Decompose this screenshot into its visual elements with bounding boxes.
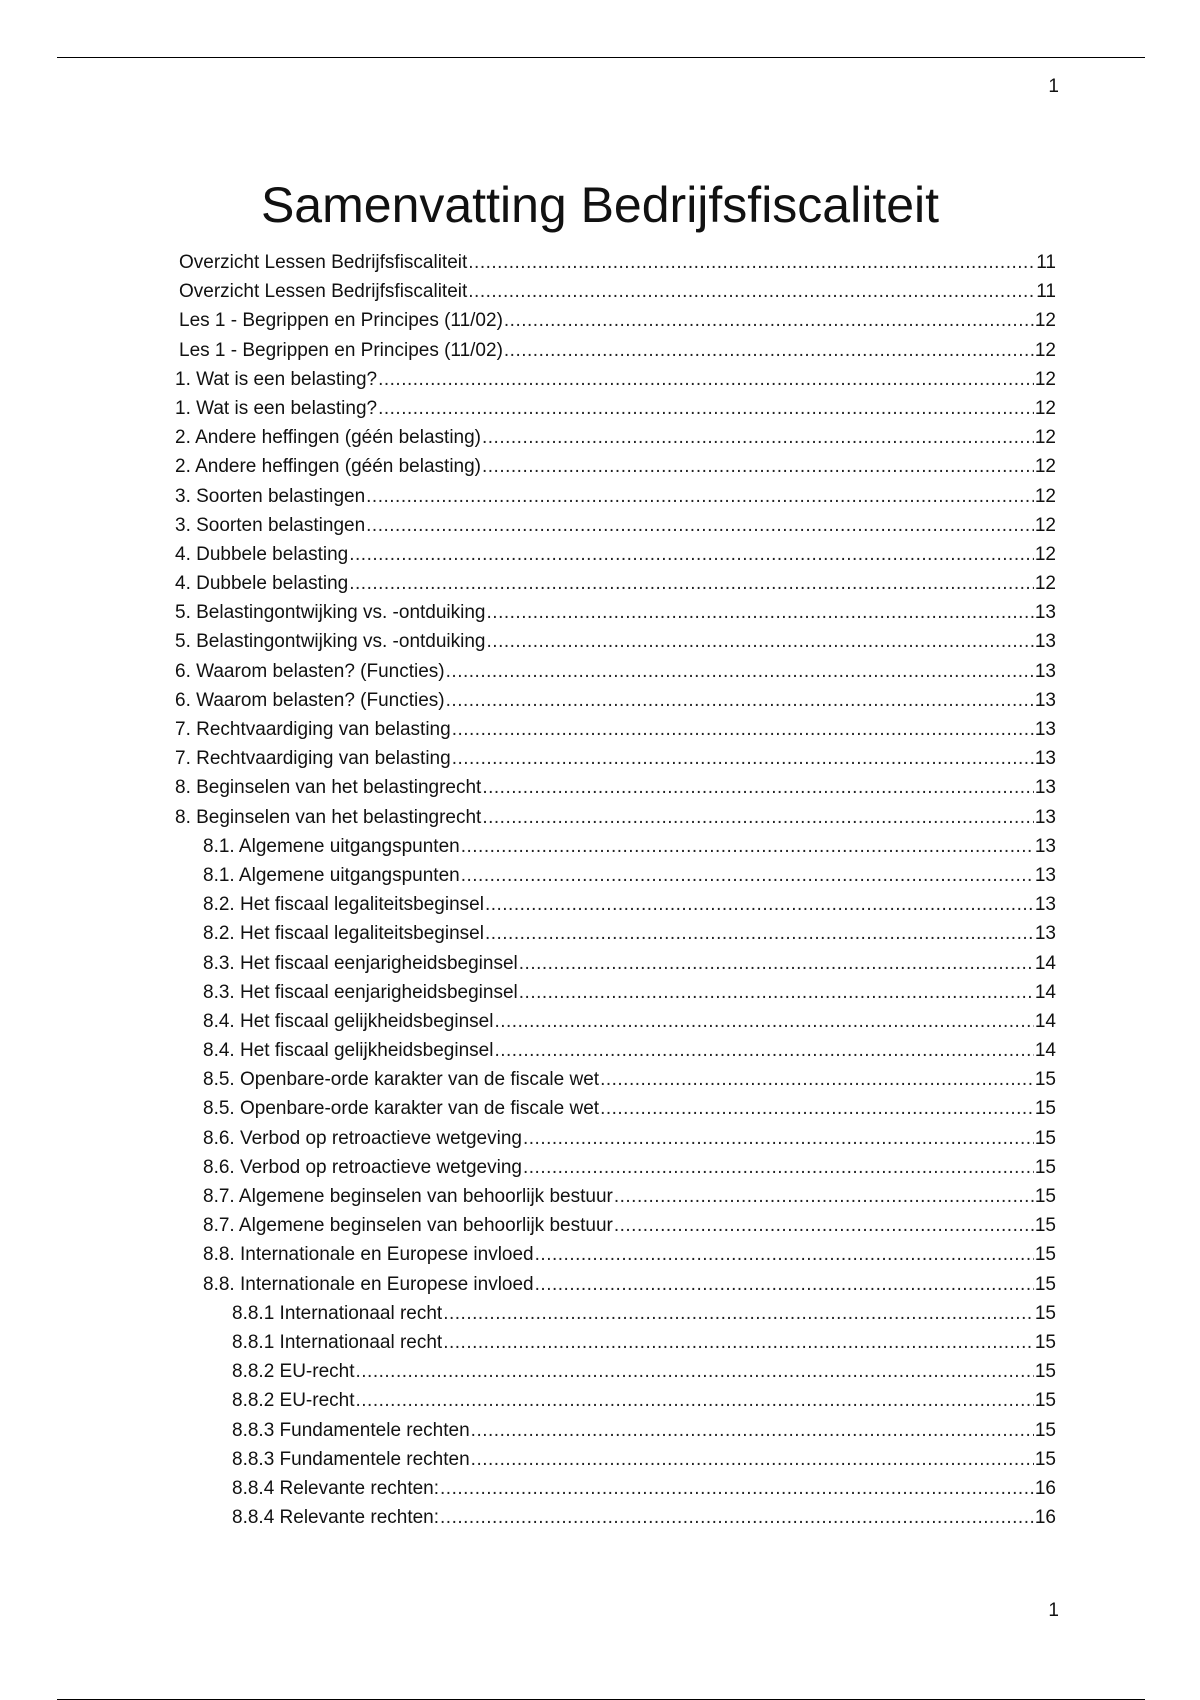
toc-entry-page: 12: [1034, 427, 1056, 449]
toc-entry-label: 5. Belastingontwijking vs. -ontduiking: [175, 631, 486, 653]
toc-entry-page: 16: [1034, 1477, 1056, 1499]
toc-entry[interactable]: [0, 1474, 1056, 1503]
toc-entry-label: 8.8.2 EU-recht: [232, 1361, 355, 1383]
toc-entry-page: 13: [1034, 864, 1056, 886]
toc-entry[interactable]: [0, 1416, 1056, 1445]
toc-entry-label: 8.5. Openbare-orde karakter van de fiscale wet: [203, 1069, 600, 1091]
toc-entry-page: 14: [1034, 1040, 1056, 1062]
toc-entry-label: 8.8.4 Relevante rechten:: [232, 1477, 440, 1499]
toc-entry[interactable]: [0, 1153, 1056, 1182]
toc-entry-page: 15: [1034, 1419, 1056, 1441]
toc-dot-leader: [452, 744, 1034, 773]
toc-entry-page: 14: [1034, 981, 1056, 1003]
toc-dot-leader: [461, 861, 1034, 890]
toc-entry[interactable]: [0, 1240, 1056, 1269]
toc-dot-leader: [366, 511, 1034, 540]
toc-entry-page: 15: [1034, 1069, 1056, 1091]
toc-entry[interactable]: [0, 1007, 1056, 1036]
toc-entry-label: 5. Belastingontwijking vs. -ontduiking: [175, 602, 486, 624]
toc-entry-label: 8.8.2 EU-recht: [232, 1390, 355, 1412]
toc-entry-label: Les 1 - Begrippen en Principes (11/02): [179, 339, 503, 361]
toc-entry[interactable]: [0, 452, 1056, 481]
toc-entry-label: 3. Soorten belastingen: [175, 485, 366, 507]
toc-entry[interactable]: [0, 1299, 1056, 1328]
toc-dot-leader: [443, 1299, 1034, 1328]
toc-dot-leader: [446, 686, 1034, 715]
header-rule: [57, 57, 1145, 58]
toc-entry[interactable]: [0, 1386, 1056, 1415]
toc-entry[interactable]: [0, 248, 1056, 277]
document-title: Samenvatting Bedrijfsfiscaliteit: [260, 177, 940, 233]
toc-entry-label: 4. Dubbele belasting: [175, 573, 349, 595]
toc-entry-label: 8.3. Het fiscaal eenjarigheidsbeginsel: [203, 981, 518, 1003]
toc-entry-page: 13: [1034, 748, 1056, 770]
toc-dot-leader: [519, 949, 1034, 978]
toc-dot-leader: [468, 248, 1035, 277]
toc-dot-leader: [600, 1065, 1034, 1094]
toc-entry-label: 3. Soorten belastingen: [175, 514, 366, 536]
toc-dot-leader: [440, 1474, 1034, 1503]
toc-dot-leader: [468, 277, 1035, 306]
toc-entry[interactable]: [0, 1036, 1056, 1065]
toc-dot-leader: [482, 423, 1034, 452]
toc-entry-page: 15: [1034, 1331, 1056, 1353]
toc-entry-page: 12: [1034, 456, 1056, 478]
toc-entry-label: 8. Beginselen van het belastingrecht: [175, 777, 482, 799]
toc-entry-label: 8.8.4 Relevante rechten:: [232, 1507, 440, 1529]
toc-entry[interactable]: [0, 949, 1056, 978]
toc-entry[interactable]: [0, 1065, 1056, 1094]
toc-entry-label: 8.7. Algemene beginselen van behoorlijk bestuur: [203, 1215, 613, 1237]
toc-dot-leader: [614, 1182, 1034, 1211]
toc-entry-label: 6. Waarom belasten? (Functies): [175, 689, 445, 711]
toc-entry-label: 7. Rechtvaardiging van belasting: [175, 719, 451, 740]
header-page-number: 1: [1048, 76, 1059, 97]
toc-entry-label: 8.1. Algemene uitgangspunten: [203, 835, 460, 857]
toc-entry-label: 1. Wat is een belasting?: [175, 397, 378, 419]
toc-dot-leader: [443, 1328, 1034, 1357]
toc-entry-page: 15: [1034, 1098, 1056, 1120]
toc-entry-page: 12: [1034, 310, 1056, 332]
toc-dot-leader: [356, 1386, 1034, 1415]
toc-entry[interactable]: [0, 598, 1056, 627]
toc-entry-page: 12: [1034, 339, 1056, 361]
toc-entry[interactable]: [0, 1182, 1056, 1211]
toc-entry[interactable]: [0, 306, 1056, 335]
toc-entry-label: 4. Dubbele belasting: [175, 543, 349, 565]
toc-dot-leader: [523, 1153, 1034, 1182]
toc-entry[interactable]: [0, 861, 1056, 890]
toc-entry-page: 13: [1034, 631, 1056, 653]
toc-entry-page: 15: [1034, 1302, 1056, 1324]
toc-entry[interactable]: [0, 365, 1056, 394]
toc-entry-page: 12: [1034, 573, 1056, 595]
toc-dot-leader: [487, 627, 1034, 656]
toc-entry[interactable]: [0, 394, 1056, 423]
toc-entry[interactable]: [0, 919, 1056, 948]
toc-entry[interactable]: [0, 1503, 1056, 1532]
toc-entry-label: 7. Rechtvaardiging van belasting: [175, 748, 451, 770]
toc-entry-page: 15: [1034, 1244, 1056, 1266]
toc-entry-label: 8.4. Het fiscaal gelijkheidsbeginsel: [203, 1040, 494, 1062]
toc-entry-page: 15: [1034, 1390, 1056, 1412]
toc-entry-page: 12: [1034, 397, 1056, 419]
toc-entry-page: 15: [1034, 1215, 1056, 1237]
toc-entry-page: 11: [1036, 252, 1056, 273]
toc-entry[interactable]: [0, 511, 1056, 540]
toc-entry-label: 2. Andere heffingen (géén belasting): [175, 456, 481, 478]
toc-dot-leader: [349, 540, 1034, 569]
toc-entry-label: 8.7. Algemene beginselen van behoorlijk bestuur: [203, 1186, 613, 1207]
toc-entry[interactable]: [0, 1328, 1056, 1357]
toc-dot-leader: [535, 1240, 1034, 1269]
toc-entry-page: 13: [1034, 894, 1056, 916]
toc-entry[interactable]: [0, 1094, 1056, 1123]
toc-entry-page: 16: [1034, 1507, 1056, 1529]
toc-dot-leader: [440, 1503, 1034, 1532]
toc-entry[interactable]: [0, 803, 1056, 832]
toc-entry-label: 8.6. Verbod op retroactieve wetgeving: [203, 1127, 522, 1149]
toc-entry-page: 14: [1034, 1010, 1056, 1032]
toc-entry-label: 8.5. Openbare-orde karakter van de fiscale wet: [203, 1098, 600, 1120]
toc-entry-label: 8.8.3 Fundamentele rechten: [232, 1448, 470, 1470]
toc-entry[interactable]: [0, 1445, 1056, 1474]
toc-entry[interactable]: [0, 423, 1056, 452]
toc-dot-leader: [482, 773, 1034, 802]
toc-entry-label: 8.2. Het fiscaal legaliteitsbeginsel: [203, 894, 484, 916]
toc-entry-label: Overzicht Lessen Bedrijfsfiscaliteit: [179, 252, 468, 273]
toc-dot-leader: [482, 452, 1034, 481]
toc-entry-page: 13: [1034, 719, 1056, 740]
toc-entry-label: 8.8.1 Internationaal recht: [232, 1302, 443, 1324]
toc-entry-page: 15: [1034, 1273, 1056, 1295]
toc-entry[interactable]: [0, 336, 1056, 365]
toc-entry-label: 6. Waarom belasten? (Functies): [175, 660, 445, 682]
toc-dot-leader: [504, 336, 1034, 365]
toc-entry-page: 15: [1034, 1127, 1056, 1149]
toc-entry[interactable]: [0, 1124, 1056, 1153]
toc-entry-page: 14: [1034, 952, 1056, 974]
toc-dot-leader: [535, 1270, 1034, 1299]
toc-dot-leader: [519, 978, 1034, 1007]
toc-dot-leader: [485, 890, 1034, 919]
toc-entry-label: Les 1 - Begrippen en Principes (11/02): [179, 310, 503, 332]
toc-entry-label: 2. Andere heffingen (géén belasting): [175, 427, 481, 449]
toc-dot-leader: [378, 394, 1034, 423]
toc-entry-page: 13: [1034, 835, 1056, 857]
toc-dot-leader: [471, 1445, 1034, 1474]
toc-entry[interactable]: [0, 978, 1056, 1007]
toc-dot-leader: [446, 657, 1034, 686]
toc-entry-label: 8.6. Verbod op retroactieve wetgeving: [203, 1156, 522, 1178]
toc-entry-label: 1. Wat is een belasting?: [175, 368, 378, 390]
toc-entry-label: Overzicht Lessen Bedrijfsfiscaliteit: [179, 281, 468, 303]
toc-entry-page: 13: [1034, 777, 1056, 799]
toc-entry[interactable]: [0, 686, 1056, 715]
toc-dot-leader: [366, 482, 1034, 511]
toc-entry-page: 15: [1034, 1156, 1056, 1178]
toc-entry[interactable]: [0, 744, 1056, 773]
toc-entry-label: 8.8.1 Internationaal recht: [232, 1331, 443, 1353]
toc-entry-page: 13: [1034, 689, 1056, 711]
toc-entry[interactable]: [0, 277, 1056, 306]
toc-entry-label: 8.8. Internationale en Europese invloed: [203, 1273, 534, 1295]
table-of-contents: [0, 248, 1200, 1532]
toc-entry[interactable]: [0, 540, 1056, 569]
toc-entry[interactable]: [0, 715, 1056, 744]
toc-entry[interactable]: [0, 1211, 1056, 1240]
toc-dot-leader: [614, 1211, 1034, 1240]
toc-entry-label: 8.1. Algemene uitgangspunten: [203, 864, 460, 886]
toc-entry-label: 8.2. Het fiscaal legaliteitsbeginsel: [203, 923, 484, 945]
toc-entry-page: 13: [1034, 602, 1056, 624]
toc-entry[interactable]: [0, 482, 1056, 511]
toc-entry-page: 11: [1036, 281, 1056, 303]
toc-entry-label: 8.3. Het fiscaal eenjarigheidsbeginsel: [203, 952, 518, 974]
toc-dot-leader: [494, 1036, 1033, 1065]
toc-entry[interactable]: [0, 1357, 1056, 1386]
toc-entry[interactable]: [0, 832, 1056, 861]
toc-entry-label: 8.8. Internationale en Europese invloed: [203, 1244, 534, 1266]
toc-entry[interactable]: [0, 569, 1056, 598]
toc-entry[interactable]: [0, 773, 1056, 802]
toc-entry-page: 13: [1034, 806, 1056, 828]
toc-entry[interactable]: [0, 890, 1056, 919]
toc-dot-leader: [471, 1416, 1034, 1445]
toc-entry-page: 15: [1034, 1186, 1056, 1207]
toc-dot-leader: [349, 569, 1034, 598]
toc-dot-leader: [485, 919, 1034, 948]
toc-entry-page: 12: [1034, 368, 1056, 390]
toc-entry-page: 12: [1034, 485, 1056, 507]
toc-dot-leader: [482, 803, 1034, 832]
toc-dot-leader: [452, 715, 1034, 744]
toc-entry-page: 13: [1034, 660, 1056, 682]
toc-entry[interactable]: [0, 1270, 1056, 1299]
footer-page-number: 1: [1048, 1600, 1059, 1621]
toc-dot-leader: [461, 832, 1034, 861]
toc-entry-label: 8.8.3 Fundamentele rechten: [232, 1419, 470, 1441]
toc-entry-label: 8.4. Het fiscaal gelijkheidsbeginsel: [203, 1010, 494, 1032]
toc-dot-leader: [523, 1124, 1034, 1153]
toc-dot-leader: [356, 1357, 1034, 1386]
toc-dot-leader: [600, 1094, 1034, 1123]
toc-entry[interactable]: [0, 657, 1056, 686]
toc-dot-leader: [494, 1007, 1033, 1036]
toc-dot-leader: [378, 365, 1034, 394]
toc-entry-page: 15: [1034, 1448, 1056, 1470]
toc-dot-leader: [487, 598, 1034, 627]
toc-entry[interactable]: [0, 627, 1056, 656]
toc-dot-leader: [504, 306, 1034, 335]
toc-entry-label: 8. Beginselen van het belastingrecht: [175, 806, 482, 828]
toc-entry-page: 15: [1034, 1361, 1056, 1383]
toc-entry-page: 12: [1034, 514, 1056, 536]
toc-entry-page: 12: [1034, 543, 1056, 565]
toc-entry-page: 13: [1034, 923, 1056, 945]
